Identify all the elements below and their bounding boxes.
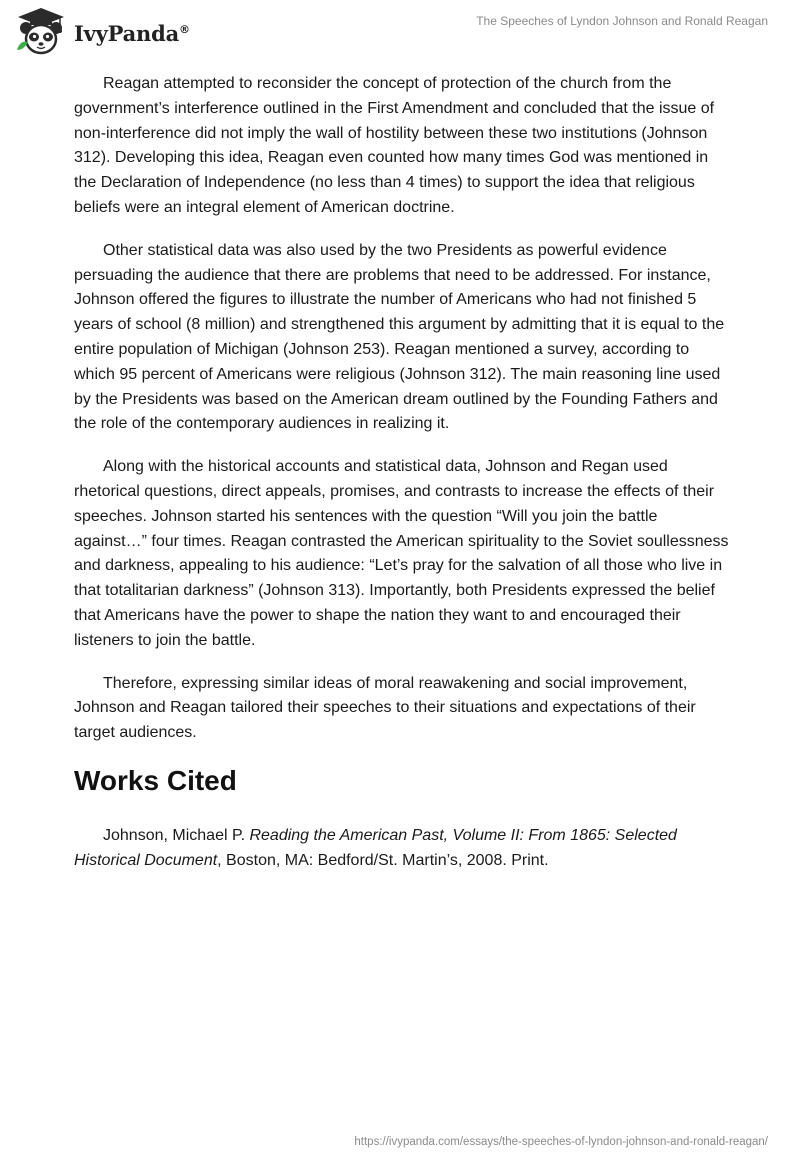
document-title: The Speeches of Lyndon Johnson and Ronald Reagan (476, 14, 768, 28)
body-paragraph-3: Along with the historical accounts and statistical data, Johnson and Regan used rhetorical questions, direct appeals, promises, and contrasts to increase the effects of their speeches. Johnson started his sentences with the question “Will you join the battle against…” four times. Reagan contrasted the American spirituality to the Soviet soullessness and darkness, appealing to his audience: “Let’s pray for the salvation of all those who live in that totalitarian darkness” (Johnson 313). Importantly, both Presidents expressed the belief that Americans have the power to shape the nation they want to and encouraged their listeners to join the battle. (74, 458, 729, 649)
registered-mark: ® (179, 22, 190, 36)
source-url[interactable]: https://ivypanda.com/essays/the-speeches-of-lyndon-johnson-and-ronald-reagan/ (354, 1136, 768, 1148)
body-paragraph-1: Reagan attempted to reconsider the concept of protection of the church from the government’s interference outlined in the First Amendment and concluded that the issue of non-interference did not imply the wall of hostility between these two institutions (Johnson 312). Developing this idea, Reagan even counted how many times God was mentioned in the Declaration of Independence (no less than 4 times) to support the idea that religious beliefs were an integral element of American doctrine. (74, 75, 715, 216)
panda-graduate-icon (14, 6, 68, 56)
logo-wordmark: IvyPanda® (74, 20, 190, 46)
page-header (0, 0, 800, 60)
body-paragraph-4: Therefore, expressing similar ideas of moral reawakening and social improvement, Johnson and Reagan tailored their speeches to their situations and expectations of their target audiences. (74, 674, 696, 742)
works-cited-entry (74, 824, 734, 874)
citation-author: Johnson, Michael P. (103, 826, 250, 844)
citation-publication: , Boston, MA: Bedford/St. Martin’s, 2008. Print. (217, 851, 549, 869)
body-paragraph-2: Other statistical data was also used by the two Presidents as powerful evidence persuading the audience that there are problems that need to be addressed. For instance, Johnson offered the figures to illustrate the number of Americans who had not finished 5 years of school (8 million) and strengthened this argument by admitting that it is equal to the entire population of Michigan (Johnson 253). Reagan mentioned a survey, according to which 95 percent of Americans were religious (Johnson 312). The main reasoning line used by the Presidents was based on the American dream outlined by the Founding Fathers and the role of the contemporary audiences in realizing it. (74, 241, 725, 433)
works-cited-heading: Works Cited (74, 764, 237, 796)
essay-content (74, 72, 734, 874)
ivypanda-logo[interactable] (14, 6, 190, 56)
citation-title: Reading the American Past, Volume II: From 1865: Selected Historical Document (74, 826, 677, 869)
